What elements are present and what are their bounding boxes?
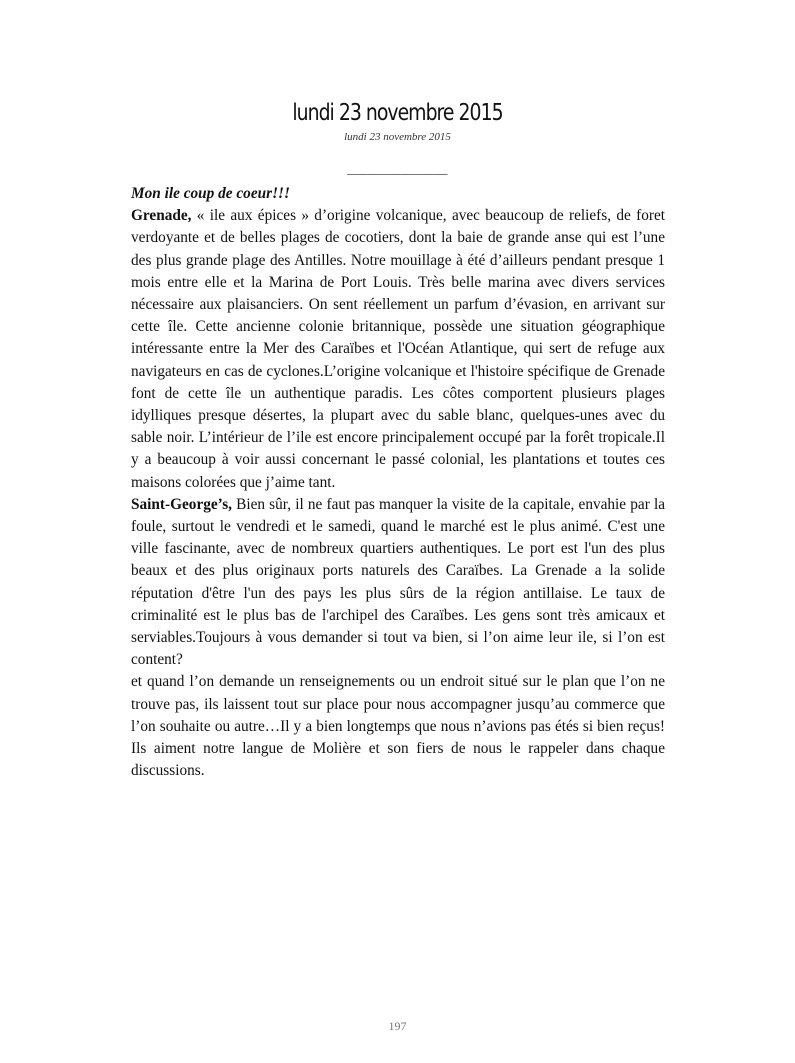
article-body <box>131 183 665 782</box>
paragraph-saint-georges <box>131 494 665 672</box>
paragraph-text-grenade: « ile aux épices » d’origine volcanique, avec beaucoup de reliefs, de foret verdoyante et de belles plages de cocotiers, dont la baie de grande anse qui est l’une des plus grande plage des Antilles. Notre mouillage à été d’ailleurs pendant presque 1 mois entre elle et la Marina de Port Louis. Très belle marina avec divers services nécessaire aux plaisanciers. On sent réellement un parfum d’évasion, en arrivant sur cette île. Cette ancienne colonie britannique, possède une situation géographique intéressante entre la Mer des Caraïbes et l'Océan Atlantique, qui sert de refuge aux navigateurs en cas de cyclones.L’origine volcanique et l'histoire spécifique de Grenade font de cette île un authentique paradis. Les côtes comportent plusieurs plages idylliques presque désertes, la plupart avec du sable blanc, quelques-unes avec du sable noir. L’intérieur de l’ile est encore principalement occupé par la forêt tropicale.Il y a beaucoup à voir aussi concernant le passé colonial, les plantations et toutes ces maisons colorées que j’aime tant. <box>131 207 665 491</box>
separator-line: _______________ <box>347 161 448 176</box>
paragraph-lead-grenade: Grenade, <box>131 207 192 225</box>
paragraph-lead-saint-georges: Saint-George’s, <box>131 495 232 513</box>
paragraph-people: et quand l’on demande un renseignements ou un endroit situé sur le plan que l’on ne trouve pas, ils laissent tout sur place pour nous accompagner jusqu’au commerce que l’on souhaite ou autre…Il y a bien longtemps que nous n’avions pas étés si bien reçus! Ils aiment notre langue de Molière et son fiers de nous le rappeler dans chaque discussions. <box>131 673 665 780</box>
post-date: lundi 23 novembre 2015 <box>344 131 451 143</box>
page-number: 197 <box>388 1019 407 1033</box>
paragraph-text-saint-georges: Bien sûr, il ne faut pas manquer la visite de la capitale, envahie par la foule, surtout le vendredi et le samedi, quand le marché est le plus animé. C'est une ville fascinante, avec de nombreux quartiers authentiques. Le port est l'un des plus beaux et des plus originaux ports naturels des Caraïbes. La Grenade a la solide réputation d'être l'un des pays les plus sûrs de la région antillaise. Le taux de criminalité est le plus bas de l'archipel des Caraïbes. Les gens sont très amicaux et serviables.Toujours à vous demander si tout va bien, si l’on aime leur ile, si l’on est content? <box>131 495 665 669</box>
paragraph-grenade <box>131 205 665 494</box>
page-title: lundi 23 novembre 2015 <box>292 100 503 126</box>
article-heading: Mon ile coup de coeur!!! <box>131 185 290 202</box>
